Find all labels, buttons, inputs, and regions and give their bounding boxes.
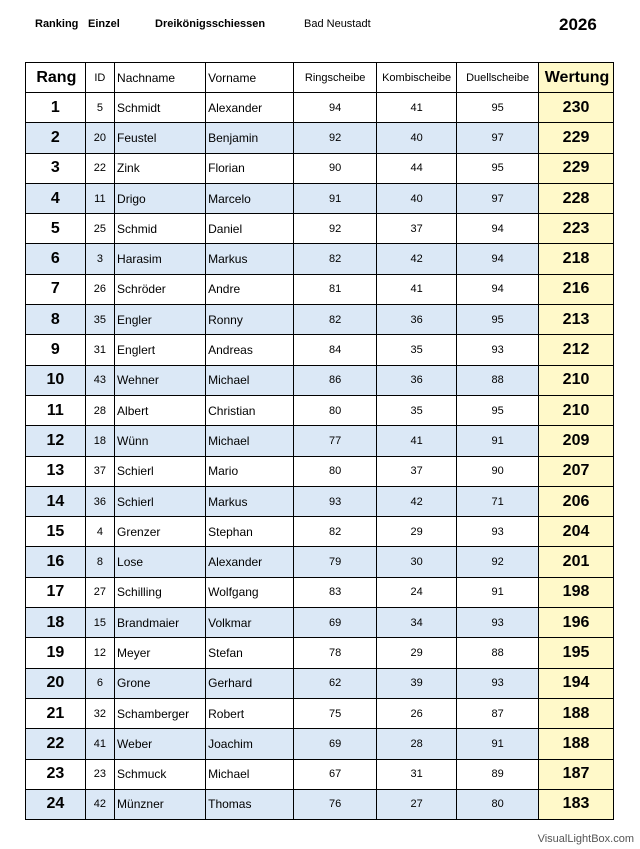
cell-id: 37 [85, 456, 114, 486]
cell-rang: 11 [26, 395, 86, 425]
cell-duellscheibe: 97 [457, 123, 539, 153]
cell-ringscheibe: 86 [294, 365, 377, 395]
cell-duellscheibe: 88 [457, 365, 539, 395]
cell-vorname: Alexander [206, 93, 294, 123]
col-header-id: ID [85, 63, 114, 93]
cell-id: 35 [85, 305, 114, 335]
cell-vorname: Stefan [206, 638, 294, 668]
header-location: Bad Neustadt [304, 18, 371, 30]
cell-rang: 24 [26, 789, 86, 819]
cell-vorname: Michael [206, 365, 294, 395]
cell-rang: 1 [26, 93, 86, 123]
cell-kombischeibe: 36 [377, 365, 457, 395]
cell-rang: 13 [26, 456, 86, 486]
cell-kombischeibe: 40 [377, 183, 457, 213]
cell-id: 31 [85, 335, 114, 365]
cell-wertung: 194 [539, 668, 614, 698]
col-header-rang: Rang [26, 63, 86, 93]
cell-vorname: Markus [206, 244, 294, 274]
cell-rang: 10 [26, 365, 86, 395]
cell-wertung: 229 [539, 153, 614, 183]
cell-vorname: Christian [206, 395, 294, 425]
cell-ringscheibe: 82 [294, 244, 377, 274]
cell-ringscheibe: 75 [294, 698, 377, 728]
cell-wertung: 201 [539, 547, 614, 577]
cell-rang: 20 [26, 668, 86, 698]
cell-id: 27 [85, 577, 114, 607]
cell-id: 8 [85, 547, 114, 577]
cell-wertung: 183 [539, 789, 614, 819]
cell-rang: 18 [26, 608, 86, 638]
cell-kombischeibe: 31 [377, 759, 457, 789]
cell-vorname: Benjamin [206, 123, 294, 153]
cell-vorname: Joachim [206, 729, 294, 759]
table-row [26, 729, 614, 759]
table-row [26, 608, 614, 638]
cell-ringscheibe: 83 [294, 577, 377, 607]
table-row [26, 365, 614, 395]
cell-duellscheibe: 95 [457, 153, 539, 183]
table-row [26, 93, 614, 123]
cell-vorname: Michael [206, 759, 294, 789]
table-row [26, 486, 614, 516]
cell-rang: 12 [26, 426, 86, 456]
cell-duellscheibe: 88 [457, 638, 539, 668]
header-event: Dreikönigsschiessen [155, 18, 266, 30]
cell-ringscheibe: 62 [294, 668, 377, 698]
cell-nachname: Brandmaier [115, 608, 206, 638]
cell-kombischeibe: 29 [377, 638, 457, 668]
cell-ringscheibe: 92 [294, 214, 377, 244]
cell-kombischeibe: 24 [377, 577, 457, 607]
cell-wertung: 213 [539, 305, 614, 335]
cell-nachname: Schmid [115, 214, 206, 244]
cell-id: 41 [85, 729, 114, 759]
cell-wertung: 229 [539, 123, 614, 153]
footer-watermark: VisualLightBox.com [537, 833, 634, 845]
cell-duellscheibe: 95 [457, 305, 539, 335]
cell-vorname: Wolfgang [206, 577, 294, 607]
cell-rang: 16 [26, 547, 86, 577]
cell-ringscheibe: 69 [294, 608, 377, 638]
cell-nachname: Albert [115, 395, 206, 425]
cell-wertung: 188 [539, 729, 614, 759]
cell-kombischeibe: 42 [377, 486, 457, 516]
cell-id: 25 [85, 214, 114, 244]
cell-id: 15 [85, 608, 114, 638]
cell-rang: 21 [26, 698, 86, 728]
cell-duellscheibe: 87 [457, 698, 539, 728]
cell-duellscheibe: 93 [457, 335, 539, 365]
cell-rang: 2 [26, 123, 86, 153]
cell-ringscheibe: 94 [294, 93, 377, 123]
cell-ringscheibe: 82 [294, 305, 377, 335]
cell-rang: 8 [26, 305, 86, 335]
cell-kombischeibe: 44 [377, 153, 457, 183]
cell-id: 43 [85, 365, 114, 395]
ranking-table [25, 62, 614, 820]
cell-duellscheibe: 90 [457, 456, 539, 486]
cell-wertung: 198 [539, 577, 614, 607]
cell-rang: 7 [26, 274, 86, 304]
col-header-duellscheibe: Duellscheibe [457, 63, 539, 93]
header-ranking: Ranking [35, 18, 79, 30]
cell-ringscheibe: 80 [294, 456, 377, 486]
cell-id: 32 [85, 698, 114, 728]
cell-kombischeibe: 37 [377, 456, 457, 486]
cell-rang: 5 [26, 214, 86, 244]
table-row [26, 456, 614, 486]
cell-duellscheibe: 94 [457, 244, 539, 274]
cell-kombischeibe: 37 [377, 214, 457, 244]
cell-wertung: 209 [539, 426, 614, 456]
header-year: 2026 [559, 15, 597, 34]
cell-ringscheibe: 78 [294, 638, 377, 668]
table-header-row [26, 63, 614, 93]
table-row [26, 274, 614, 304]
cell-nachname: Wehner [115, 365, 206, 395]
table-row [26, 517, 614, 547]
col-header-ringscheibe: Ringscheibe [294, 63, 377, 93]
cell-vorname: Marcelo [206, 183, 294, 213]
table-row [26, 668, 614, 698]
cell-rang: 4 [26, 183, 86, 213]
cell-nachname: Schilling [115, 577, 206, 607]
cell-id: 18 [85, 426, 114, 456]
cell-nachname: Schmidt [115, 93, 206, 123]
cell-nachname: Schierl [115, 486, 206, 516]
cell-kombischeibe: 27 [377, 789, 457, 819]
cell-id: 42 [85, 789, 114, 819]
cell-duellscheibe: 91 [457, 426, 539, 456]
table-row [26, 698, 614, 728]
cell-wertung: 228 [539, 183, 614, 213]
cell-ringscheibe: 76 [294, 789, 377, 819]
cell-kombischeibe: 34 [377, 608, 457, 638]
cell-ringscheibe: 93 [294, 486, 377, 516]
table-row [26, 244, 614, 274]
cell-rang: 19 [26, 638, 86, 668]
cell-wertung: 188 [539, 698, 614, 728]
cell-vorname: Andre [206, 274, 294, 304]
cell-duellscheibe: 97 [457, 183, 539, 213]
cell-wertung: 218 [539, 244, 614, 274]
table-row [26, 547, 614, 577]
cell-wertung: 230 [539, 93, 614, 123]
cell-vorname: Markus [206, 486, 294, 516]
cell-id: 12 [85, 638, 114, 668]
cell-ringscheibe: 91 [294, 183, 377, 213]
cell-kombischeibe: 42 [377, 244, 457, 274]
cell-rang: 17 [26, 577, 86, 607]
cell-ringscheibe: 84 [294, 335, 377, 365]
cell-vorname: Florian [206, 153, 294, 183]
table-row [26, 638, 614, 668]
cell-id: 26 [85, 274, 114, 304]
cell-duellscheibe: 93 [457, 668, 539, 698]
cell-nachname: Grone [115, 668, 206, 698]
cell-duellscheibe: 89 [457, 759, 539, 789]
cell-duellscheibe: 92 [457, 547, 539, 577]
cell-rang: 3 [26, 153, 86, 183]
cell-kombischeibe: 28 [377, 729, 457, 759]
cell-duellscheibe: 93 [457, 608, 539, 638]
table-row [26, 153, 614, 183]
cell-vorname: Andreas [206, 335, 294, 365]
table-row [26, 759, 614, 789]
cell-ringscheibe: 79 [294, 547, 377, 577]
cell-rang: 6 [26, 244, 86, 274]
cell-nachname: Lose [115, 547, 206, 577]
cell-nachname: Wünn [115, 426, 206, 456]
cell-kombischeibe: 35 [377, 335, 457, 365]
cell-wertung: 187 [539, 759, 614, 789]
cell-kombischeibe: 30 [377, 547, 457, 577]
cell-id: 11 [85, 183, 114, 213]
cell-vorname: Volkmar [206, 608, 294, 638]
cell-rang: 14 [26, 486, 86, 516]
cell-rang: 22 [26, 729, 86, 759]
cell-kombischeibe: 35 [377, 395, 457, 425]
cell-vorname: Gerhard [206, 668, 294, 698]
cell-vorname: Thomas [206, 789, 294, 819]
cell-wertung: 216 [539, 274, 614, 304]
col-header-vorname: Vorname [206, 63, 294, 93]
cell-id: 36 [85, 486, 114, 516]
cell-duellscheibe: 80 [457, 789, 539, 819]
cell-nachname: Englert [115, 335, 206, 365]
table-row [26, 577, 614, 607]
cell-wertung: 207 [539, 456, 614, 486]
col-header-kombischeibe: Kombischeibe [377, 63, 457, 93]
cell-id: 22 [85, 153, 114, 183]
cell-vorname: Michael [206, 426, 294, 456]
cell-nachname: Drigo [115, 183, 206, 213]
cell-wertung: 210 [539, 395, 614, 425]
cell-wertung: 210 [539, 365, 614, 395]
table-row [26, 183, 614, 213]
cell-duellscheibe: 95 [457, 395, 539, 425]
cell-wertung: 196 [539, 608, 614, 638]
cell-id: 20 [85, 123, 114, 153]
cell-ringscheibe: 80 [294, 395, 377, 425]
cell-kombischeibe: 41 [377, 426, 457, 456]
cell-nachname: Harasim [115, 244, 206, 274]
cell-kombischeibe: 36 [377, 305, 457, 335]
cell-nachname: Meyer [115, 638, 206, 668]
cell-kombischeibe: 41 [377, 93, 457, 123]
cell-duellscheibe: 91 [457, 729, 539, 759]
cell-duellscheibe: 93 [457, 517, 539, 547]
header-einzel: Einzel [88, 18, 120, 30]
cell-ringscheibe: 67 [294, 759, 377, 789]
table-row [26, 305, 614, 335]
cell-ringscheibe: 82 [294, 517, 377, 547]
cell-kombischeibe: 40 [377, 123, 457, 153]
cell-ringscheibe: 81 [294, 274, 377, 304]
cell-duellscheibe: 71 [457, 486, 539, 516]
cell-id: 28 [85, 395, 114, 425]
cell-id: 4 [85, 517, 114, 547]
cell-vorname: Mario [206, 456, 294, 486]
col-header-nachname: Nachname [115, 63, 206, 93]
cell-vorname: Daniel [206, 214, 294, 244]
table-row [26, 123, 614, 153]
cell-kombischeibe: 39 [377, 668, 457, 698]
table-row [26, 214, 614, 244]
cell-id: 23 [85, 759, 114, 789]
cell-id: 5 [85, 93, 114, 123]
cell-vorname: Ronny [206, 305, 294, 335]
cell-kombischeibe: 41 [377, 274, 457, 304]
cell-vorname: Stephan [206, 517, 294, 547]
cell-ringscheibe: 90 [294, 153, 377, 183]
cell-nachname: Engler [115, 305, 206, 335]
cell-nachname: Schierl [115, 456, 206, 486]
cell-duellscheibe: 91 [457, 577, 539, 607]
cell-wertung: 206 [539, 486, 614, 516]
table-row [26, 426, 614, 456]
col-header-wertung: Wertung [539, 63, 614, 93]
cell-duellscheibe: 94 [457, 274, 539, 304]
cell-ringscheibe: 69 [294, 729, 377, 759]
cell-rang: 9 [26, 335, 86, 365]
cell-wertung: 223 [539, 214, 614, 244]
cell-id: 3 [85, 244, 114, 274]
table-row [26, 395, 614, 425]
cell-nachname: Weber [115, 729, 206, 759]
cell-kombischeibe: 26 [377, 698, 457, 728]
table-row [26, 335, 614, 365]
cell-ringscheibe: 77 [294, 426, 377, 456]
cell-nachname: Feustel [115, 123, 206, 153]
cell-ringscheibe: 92 [294, 123, 377, 153]
cell-vorname: Robert [206, 698, 294, 728]
cell-nachname: Münzner [115, 789, 206, 819]
cell-duellscheibe: 94 [457, 214, 539, 244]
cell-id: 6 [85, 668, 114, 698]
cell-rang: 23 [26, 759, 86, 789]
cell-nachname: Zink [115, 153, 206, 183]
cell-wertung: 204 [539, 517, 614, 547]
cell-kombischeibe: 29 [377, 517, 457, 547]
cell-nachname: Schröder [115, 274, 206, 304]
cell-nachname: Grenzer [115, 517, 206, 547]
cell-rang: 15 [26, 517, 86, 547]
cell-vorname: Alexander [206, 547, 294, 577]
table-row [26, 789, 614, 819]
cell-wertung: 195 [539, 638, 614, 668]
cell-duellscheibe: 95 [457, 93, 539, 123]
cell-nachname: Schamberger [115, 698, 206, 728]
cell-nachname: Schmuck [115, 759, 206, 789]
cell-wertung: 212 [539, 335, 614, 365]
